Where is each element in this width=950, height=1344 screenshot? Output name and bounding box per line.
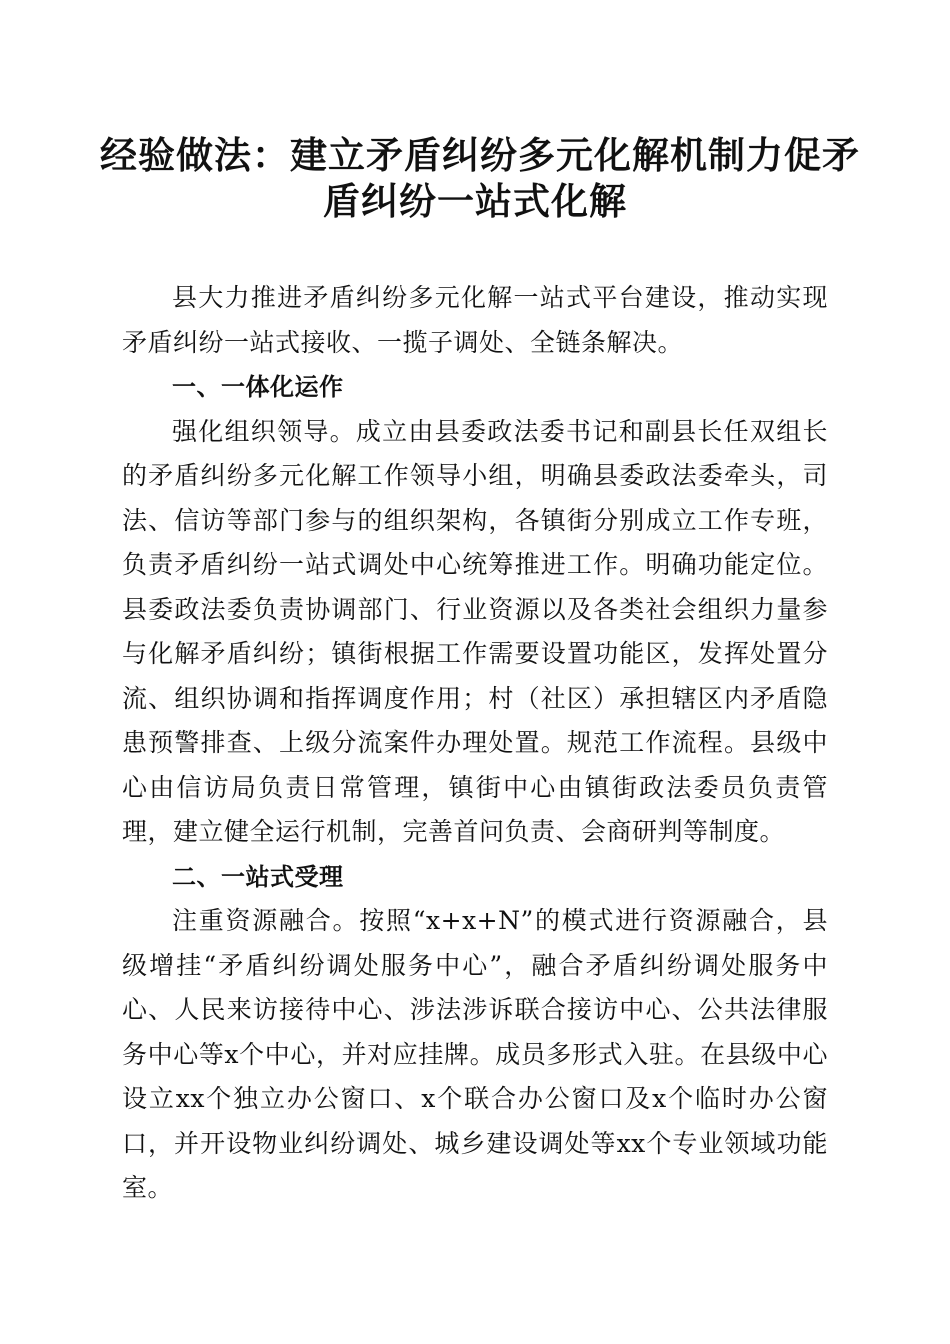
title-line-2: 盾纠纷一站式化解 <box>323 179 627 223</box>
section-2-paragraph: 注重资源融合。按照“x+x+N”的模式进行资源融合，县级增挂“矛盾纠纷调处服务中心”，融合矛盾纠纷调处服务中心、人民来访接待中心、涉法涉诉联合接访中心、公共法律服务中心等x个中心，并对应挂牌。成员多形式入驻。在县级中心设立xx个独立办公窗口、x个联合办公窗口及x个临时办公窗口，并开设物业纠纷调处、城乡建设调处等xx个专业领域功能室。 <box>122 906 828 1202</box>
document-title <box>100 132 860 224</box>
title-line-1: 经验做法：建立矛盾纠纷多元化解机制力促矛 <box>100 133 860 177</box>
section-1-paragraph: 强化组织领导。成立由县委政法委书记和副县长任双组长的矛盾纠纷多元化解工作领导小组，明确县委政法委牵头，司法、信访等部门参与的组织架构，各镇街分别成立工作专班，负责矛盾纠纷一站式调处中心统筹推进工作。明确功能定位。县委政法委负责协调部门、行业资源以及各类社会组织力量参与化解矛盾纠纷；镇街根据工作需要设置功能区，发挥处置分流、组织协调和指挥调度作用；村（社区）承担辖区内矛盾隐患预警排查、上级分流案件办理处置。规范工作流程。县级中心由信访局负责日常管理，镇街中心由镇街政法委员负责管理，建立健全运行机制，完善首问负责、会商研判等制度。 <box>122 416 828 846</box>
section-heading-2: 二、一站式受理 <box>172 862 344 891</box>
document-body <box>122 276 828 1211</box>
section-heading-1: 一、一体化运作 <box>172 373 344 401</box>
intro-paragraph: 县大力推进矛盾纠纷多元化解一站式平台建设，推动实现矛盾纠纷一站式接收、一揽子调处、全链条解决。 <box>122 283 828 357</box>
